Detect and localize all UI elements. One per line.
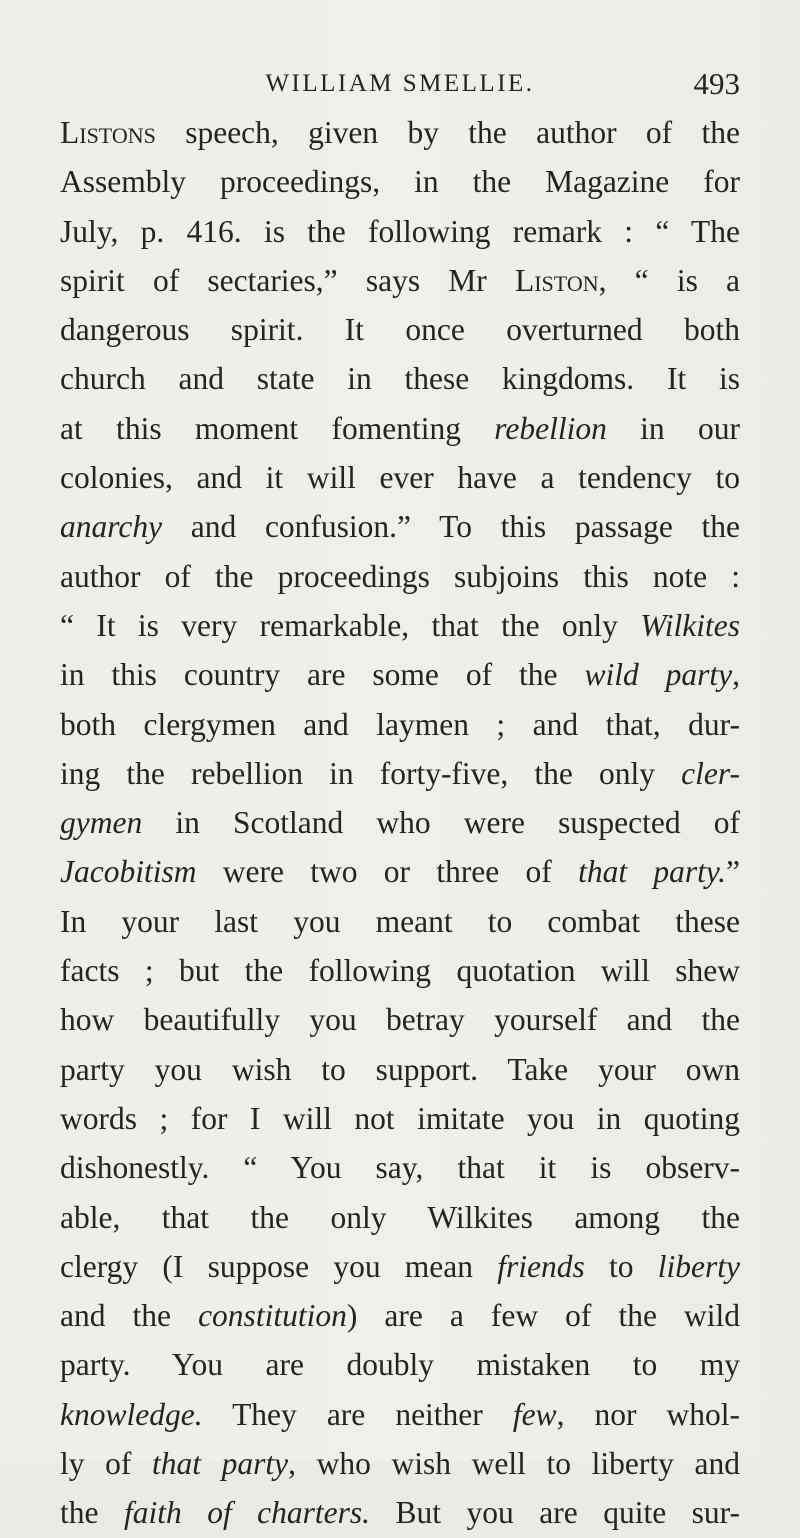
small-caps-text: Liston (514, 262, 599, 298)
text-run: in Scotland who were suspected of (142, 805, 740, 841)
text-run: colonies, and it will ever have a tendency to (60, 460, 740, 496)
text-line (60, 108, 740, 157)
body-text (60, 108, 740, 1538)
text-run: to (584, 1248, 658, 1284)
text-line (60, 847, 740, 896)
italic-text: Wilkites (640, 607, 740, 643)
text-line (60, 1094, 740, 1143)
page-number: 493 (693, 66, 740, 101)
text-run: at this moment fomenting (60, 410, 495, 446)
text-run: were two or three of (196, 854, 579, 890)
text-run: party. You are doubly mistaken to my (60, 1347, 740, 1383)
text-run: and confusion.” To this passage the (162, 509, 740, 545)
italic-text: friends (497, 1248, 585, 1284)
text-run: dishonestly. “ You say, that it is observ- (60, 1150, 740, 1186)
text-run: But you are quite sur- (370, 1495, 741, 1531)
text-run: party you wish to support. Take your own (60, 1051, 740, 1087)
text-run: words ; for I will not imitate you in quoting (60, 1100, 740, 1136)
italic-text: cler- (681, 755, 740, 791)
text-run: in this country are some of the (60, 657, 585, 693)
text-line (60, 354, 740, 403)
text-line (60, 1340, 740, 1389)
text-run: both clergymen and laymen ; and that, dur- (60, 706, 740, 742)
text-run: ly of (60, 1446, 153, 1482)
italic-text: knowledge. (60, 1396, 203, 1432)
text-run: in our (606, 410, 740, 446)
text-run: ) are a few of the wild (346, 1298, 740, 1334)
text-run: They are neither (202, 1396, 513, 1432)
text-line (60, 305, 740, 354)
text-run: speech, given by the author of the (155, 115, 740, 150)
text-line (60, 1488, 740, 1537)
text-line (60, 650, 740, 699)
italic-text: anarchy (60, 509, 163, 545)
text-line (60, 1242, 740, 1291)
text-line (60, 1390, 740, 1439)
text-run: author of the proceedings subjoins this note : (60, 558, 740, 594)
italic-text: wild party (584, 657, 733, 693)
text-run: able, that the only Wilkites among the (60, 1199, 740, 1235)
text-line (60, 749, 740, 798)
italic-text: that party (152, 1446, 289, 1482)
text-line (60, 995, 740, 1044)
text-line (60, 1291, 740, 1340)
text-line (60, 256, 740, 305)
text-run: July, p. 416. is the following remark : “ The (60, 213, 740, 249)
text-line (60, 1045, 740, 1094)
text-line (60, 453, 740, 502)
italic-text: rebellion (494, 410, 607, 446)
small-caps-text: Listons (60, 115, 156, 150)
italic-text: few (512, 1396, 557, 1432)
text-run: Assembly proceedings, in the Magazine for (60, 164, 740, 200)
text-line (60, 798, 740, 847)
text-run: , “ is a (598, 262, 740, 298)
text-run: and the (60, 1298, 199, 1334)
text-run: “ It is very remarkable, that the only (60, 607, 641, 643)
text-run: clergy (I suppose you mean (60, 1248, 498, 1284)
text-run: facts ; but the following quotation will shew (60, 953, 740, 989)
text-line (60, 601, 740, 650)
italic-text: faith of charters. (123, 1495, 371, 1531)
text-run: , (732, 657, 740, 693)
text-run: ” (726, 854, 740, 890)
text-line (60, 157, 740, 206)
text-line (60, 404, 740, 453)
italic-text: Jacobitism (60, 854, 197, 890)
text-run: , nor whol- (556, 1396, 740, 1432)
text-run: , who wish well to liberty and (288, 1446, 741, 1482)
running-title: WILLIAM SMELLIE. (265, 70, 535, 97)
italic-text: gymen (60, 805, 143, 841)
text-line (60, 502, 740, 551)
italic-text: liberty (657, 1248, 740, 1284)
text-run: ing the rebellion in forty-five, the only (60, 755, 682, 791)
text-run: how beautifully you betray yourself and the (60, 1002, 740, 1038)
text-run: church and state in these kingdoms. It is (60, 361, 740, 397)
text-line (60, 1439, 740, 1488)
text-run: spirit of sectaries,” says Mr (60, 262, 515, 298)
text-line (60, 1193, 740, 1242)
text-line (60, 1143, 740, 1192)
text-line (60, 897, 740, 946)
text-line (60, 946, 740, 995)
text-run: dangerous spirit. It once overturned both (60, 312, 740, 348)
italic-text: that party. (578, 854, 727, 890)
text-line (60, 207, 740, 256)
text-run: the (60, 1495, 124, 1531)
text-line (60, 700, 740, 749)
text-line (60, 552, 740, 601)
running-head (60, 64, 740, 104)
text-run: In your last you meant to combat these (60, 903, 740, 939)
italic-text: constitution (198, 1298, 347, 1334)
